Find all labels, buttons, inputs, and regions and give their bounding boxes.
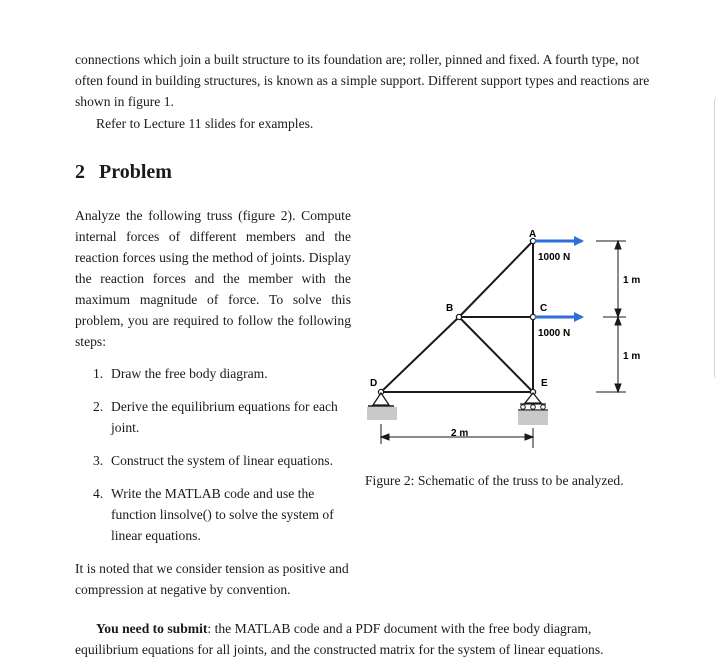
member-BE xyxy=(459,317,533,392)
joint-label-a: A xyxy=(529,229,537,240)
intro-paragraph: connections which join a built structure to its foundation are; roller, pinned and fixed. A fourth type, not often found in building structures, is known as a simple support. Different support types and reactions are shown in figure 1. xyxy=(75,52,650,109)
sign-convention-note: It is noted that we consider tension as positive and compression at negative by convention. xyxy=(75,561,349,597)
roller-support-icon xyxy=(518,393,548,425)
joint-label-d: D xyxy=(370,378,378,389)
joint-label-b: B xyxy=(446,303,454,314)
step-text: Derive the equilibrium equations for each joint. xyxy=(111,399,338,435)
step-text: Draw the free body diagram. xyxy=(111,366,268,381)
joint-label-c: C xyxy=(540,303,548,314)
step-number: 3. xyxy=(93,453,104,468)
dim-label-lower: 1 m xyxy=(623,351,641,362)
joint-label-e: E xyxy=(541,378,548,389)
step-text: Construct the system of linear equations. xyxy=(111,453,333,468)
section-number: 2 xyxy=(75,161,85,183)
problem-statement: Analyze the following truss (figure 2). Compute internal forces of different members and the reaction forces using the method of joints. Display the reaction forces and the member with the maximum magnitude of force. To solve this problem, you are required to follow the following steps: xyxy=(75,208,351,349)
step-number: 2. xyxy=(93,399,104,414)
figure-caption: Figure 2: Schematic of the truss to be analyzed. xyxy=(365,473,624,488)
load-label-c: 1000 N xyxy=(538,328,571,339)
pin-support-icon xyxy=(367,393,397,420)
step-number: 1. xyxy=(93,366,104,381)
step-text: Write the MATLAB code and use the function linsolve() to solve the system of linear equations. xyxy=(111,486,334,543)
dim-label-width: 2 m xyxy=(451,428,469,439)
submission-text: : the MATLAB code and a PDF document with the free body diagram, equilibrium equations for all joints, and the constructed matrix for the system of linear equations. xyxy=(75,621,604,657)
load-label-a: 1000 N xyxy=(538,252,571,263)
member-AB xyxy=(459,241,533,317)
joint-b xyxy=(456,314,461,319)
dim-label-upper: 1 m xyxy=(623,275,641,286)
refer-note: Refer to Lecture 11 slides for examples. xyxy=(96,116,314,131)
submission-label: You need to submit xyxy=(96,621,208,636)
section-title: Problem xyxy=(99,161,172,183)
member-BD xyxy=(381,317,459,392)
height-dimension xyxy=(596,241,626,392)
joint-c xyxy=(530,314,535,319)
step-number: 4. xyxy=(93,486,104,501)
